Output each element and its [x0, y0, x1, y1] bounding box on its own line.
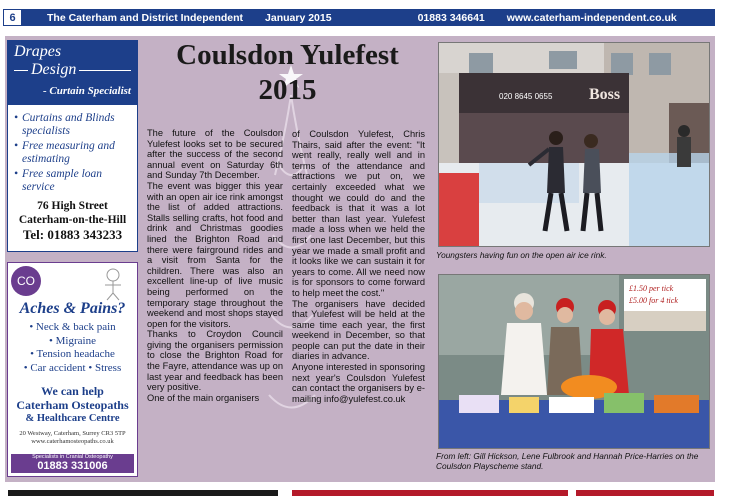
- footer-tagline: Specialists in Cranial Osteopathy: [32, 454, 113, 460]
- help-line: Caterham Osteopaths: [16, 398, 129, 412]
- aching-figure-icon: [99, 267, 127, 301]
- symptom-item: • Neck & back pain: [29, 321, 116, 333]
- article-paragraph: The event was bigger this year with an open air ice rink amongst the list of added attractions. Stalls selling crafts, hot food and drink and Christmas goodies lined the Brighton Road and there were fairground rides and a visit from Santa for the children. There was also an excellent line-up of live music being performed on the temporary stage throughout the weekend and most shops stayed open for the visitors.: [147, 180, 283, 329]
- osteopath-logo: CO: [11, 266, 41, 296]
- article-paragraph: The future of the Coulsdon Yulefest looks set to be secured after the success of the second annual event on Saturday 6th and Sunday 7th December.: [147, 128, 283, 181]
- osteo-heading: Aches & Pains?: [19, 300, 126, 317]
- service-item: • Free measuring and estimating: [14, 140, 115, 165]
- article-paragraph: Anyone interested in sponsoring next year's Coulsdon Yulefest can contact the organisers by e-mailing info@yulefest.co.uk: [292, 362, 425, 404]
- service-item: • Curtains and Blinds specialists: [14, 112, 115, 137]
- symptom-item: • Tension headache: [30, 348, 115, 360]
- brand-name-word: Design: [31, 61, 77, 78]
- article-headline: [145, 38, 430, 108]
- help-line: We can help: [41, 384, 104, 398]
- symptom-item: • Car accident • Stress: [23, 361, 122, 374]
- address-line: Caterham-on-the-Hill: [18, 214, 127, 226]
- article-paragraph: One of the main organisers: [147, 392, 260, 403]
- brand-name-line2: [14, 61, 131, 79]
- bottom-strip-red-right: [576, 490, 714, 496]
- help-line: & Healthcare Centre: [25, 413, 120, 424]
- drapes-address: [8, 199, 137, 227]
- address-line: 20 Westway, Caterham, Surrey CR3 5TP: [19, 430, 126, 437]
- symptom-item: • Migraine: [49, 334, 96, 347]
- article-paragraph: The organisers have decided that Yulefest will be held at the same time each year, the first weekend in December, so that people can put the date in their diaries in advance.: [292, 298, 425, 362]
- symptom-list: [8, 321, 137, 375]
- drapes-telephone: Tel: 01883 343233: [22, 227, 123, 242]
- osteo-website[interactable]: www.caterhamosteopaths.co.uk: [31, 438, 114, 445]
- headline-line1: Coulsdon Yulefest: [176, 39, 399, 71]
- article-column-2: [292, 129, 425, 404]
- shop-sign-phone: 020 8645 0655: [499, 92, 553, 101]
- osteopath-advert[interactable]: [7, 262, 138, 477]
- photo2-caption: From left: Gill Hickson, Lene Fulbrook and Hannah Price-Harries on the Coulsdon Playscheme stand.: [436, 451, 699, 471]
- headline-line2: 2015: [258, 74, 317, 106]
- services-list: [8, 105, 137, 193]
- page-header-bar: [3, 9, 715, 26]
- ice-rink-photo[interactable]: [438, 42, 710, 247]
- shop-sign-name: Boss: [589, 86, 621, 103]
- photo1-caption: Youngsters having fun on the open air ice rink.: [436, 250, 607, 260]
- header-website[interactable]: www.caterham-independent.co.uk: [506, 11, 677, 24]
- bottom-strip-red: [292, 490, 568, 496]
- drapes-design-advert[interactable]: [7, 40, 138, 252]
- osteo-footer: [11, 454, 134, 473]
- osteo-address: [8, 430, 137, 446]
- service-item: • Free sample loan service: [14, 168, 103, 193]
- article-paragraph: Thanks to Croydon Council giving the organisers permission to close the Brighton Road for the Fayre, attendance was up on last year and feedback has been very positive.: [147, 329, 283, 393]
- article-paragraph: of Coulsdon Yulefest, Chris Thairs, said after the event: "It went really, really well and in terms of the attendance and attractions we put on, we certainly exceeded what we thought we could do and the feedback is that it was a lot better than last year. Yulefest made a loss when we held the first one last December, but this year we made a small profit and it looks like we can sustain it for years to come. All we need now is for sponsors to come forward to help meet the cost.": [292, 129, 425, 298]
- issue-date: January 2015: [265, 11, 332, 24]
- bottom-strip-dark: [8, 490, 278, 496]
- osteo-help-block: [8, 384, 137, 426]
- article-column-1: [147, 128, 283, 403]
- drapes-brand-block: [8, 41, 137, 105]
- ice-rink-scene: [439, 43, 709, 246]
- brand-name-line1: Drapes: [14, 43, 62, 60]
- header-phone: 01883 346641: [417, 11, 485, 24]
- playscheme-stand-photo[interactable]: [438, 274, 710, 449]
- page-number: 6: [4, 10, 21, 25]
- playscheme-stand-scene: [439, 275, 709, 448]
- brand-tagline: - Curtain Specialist: [42, 85, 131, 97]
- price-sign-line1: £1.50 per tick: [629, 284, 674, 293]
- publication-title: The Caterham and District Independent: [47, 11, 244, 24]
- price-sign-line2: £5.00 for 4 tick: [629, 296, 678, 305]
- footer-phone: 01883 331006: [37, 460, 108, 472]
- address-line: 76 High Street: [37, 200, 108, 212]
